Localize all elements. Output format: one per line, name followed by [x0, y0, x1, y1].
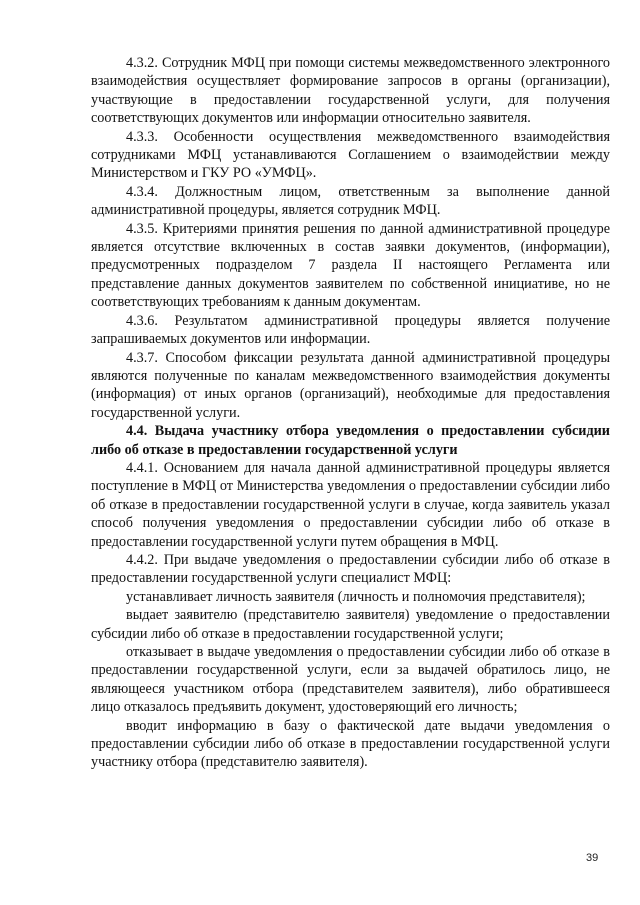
section-heading-4-4: 4.4. Выдача участнику отбора уведомления о предоставлении субсидии либо об отказе в предоставлении государственной услуги — [91, 423, 610, 458]
document-body — [91, 54, 610, 772]
list-item-enter-date: вводит информацию в базу о фактической дате выдачи уведомления о предоставлении субсидии либо об отказе в предоставлении государственной услуги участнику отбора (представителю заявителя). — [91, 717, 610, 771]
list-item-verify-identity: устанавливает личность заявителя (личность и полномочия представителя); — [126, 588, 586, 605]
paragraph-4-3-6: 4.3.6. Результатом административной процедуры является получение запрашиваемых документов или информации. — [91, 312, 610, 348]
paragraph-4-4-1: 4.4.1. Основанием для начала данной административной процедуры является поступление в МФЦ от Министерства уведомления о предоставлении субсидии либо об отказе в предоставлении государственной услуги в случае, когда заявитель указал способ получения уведомления о предоставлении субсидии либо об отказе в предоставлении государственной услуги путем обращения в МФЦ. — [91, 459, 610, 550]
paragraph-4-3-7: 4.3.7. Способом фиксации результата данной административной процедуры являются полученные по каналам межведомственного взаимодействия документы (информация) от иных органов (организаций), необходимые для предоставления государственной услуги. — [91, 349, 610, 421]
paragraph-4-3-4: 4.3.4. Должностным лицом, ответственным за выполнение данной административной процедуры, является сотрудник МФЦ. — [91, 183, 610, 219]
paragraph-4-3-2: 4.3.2. Сотрудник МФЦ при помощи системы межведомственного электронного взаимодействия осуществляет формирование запросов в органы (организации), участвующие в предоставлении государственной услуги, для получения соответствующих документов или информации относительно заявителя. — [91, 55, 610, 127]
paragraph-4-3-5: 4.3.5. Критериями принятия решения по данной административной процедуре является отсутствие включенных в состав заявки документов, (информации), предусмотренных подразделом 7 раздела II настоящего Регламента или представление данных документов заявителем по собственной инициативе, но не соответствующих требованиям к данным документам. — [91, 220, 610, 311]
list-item-refuse-issue: отказывает в выдаче уведомления о предоставлении субсидии либо об отказе в предоставлении государственной услуги, если за выдачей обратилось лицо, не являющееся участником отбора (представителем заявителя), либо обратившееся лицо отказалось предъявить документ, удостоверяющий его личность; — [91, 644, 610, 716]
paragraph-4-3-3: 4.3.3. Особенности осуществления межведомственного взаимодействия сотрудниками МФЦ устанавливаются Соглашением о взаимодействии между Министерством и ГКУ РО «УМФЦ». — [91, 128, 610, 182]
list-item-issue-notice: выдает заявителю (представителю заявителя) уведомление о предоставлении субсидии либо об отказе в предоставлении государственной услуги; — [91, 607, 610, 642]
page-number: 39 — [586, 852, 599, 864]
paragraph-4-4-2: 4.4.2. При выдаче уведомления о предоставлении субсидии либо об отказе в предоставлении государственной услуги специалист МФЦ: — [91, 551, 610, 587]
